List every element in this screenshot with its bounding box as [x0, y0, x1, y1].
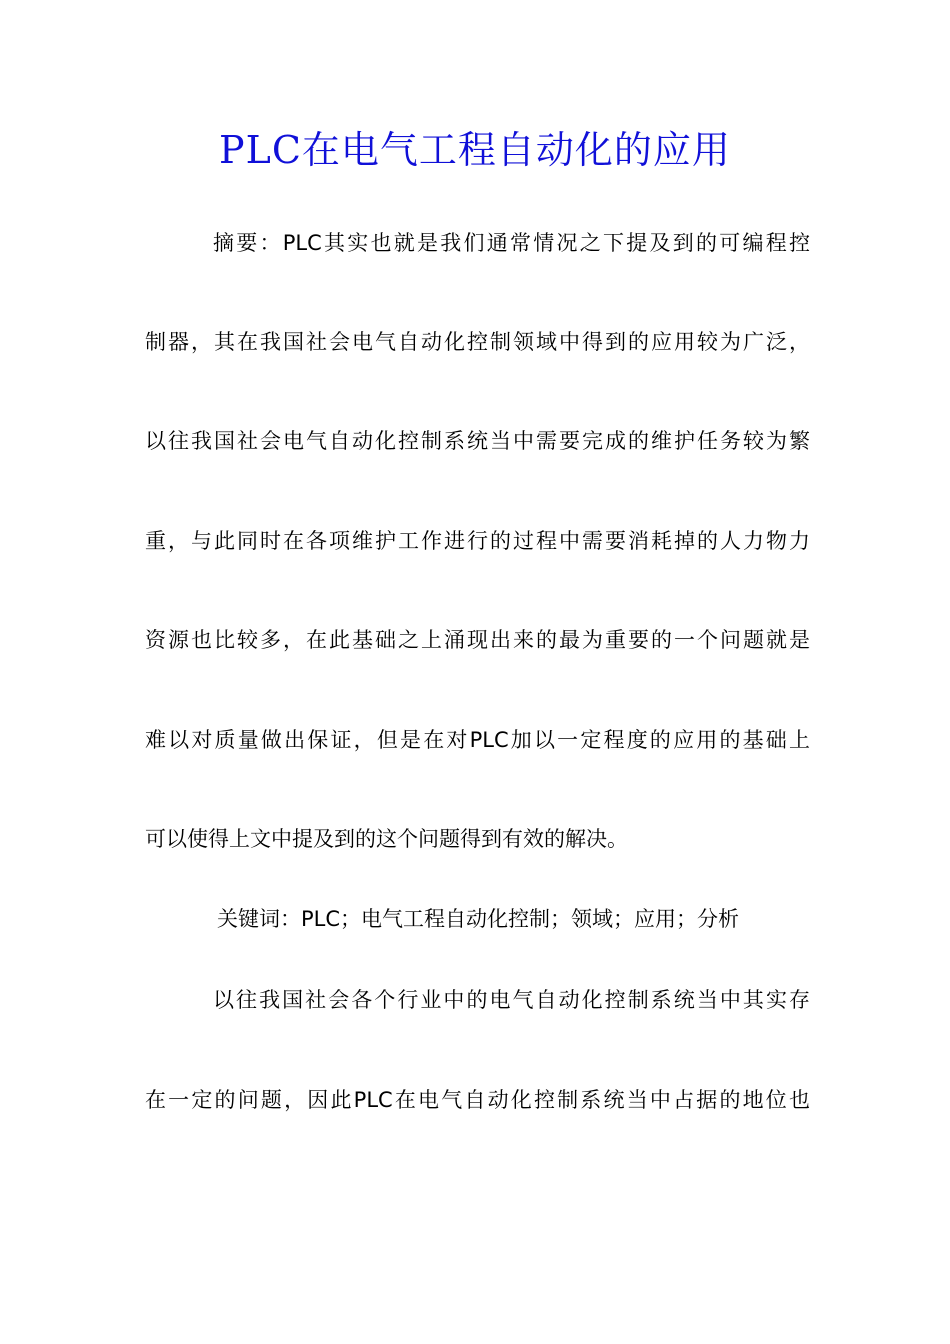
abstract-line-3: 以往我国社会电气自动化控制系统当中需要完成的维护任务较为繁 — [145, 429, 810, 453]
abstract-line-4: 重，与此同时在各项维护工作进行的过程中需要消耗掉的人力物力 — [145, 529, 810, 553]
abstract-line-1: 摘要：PLC其实也就是我们通常情况之下提及到的可编程控 — [213, 231, 810, 255]
abstract-line-6: 难以对质量做出保证，但是在对PLC加以一定程度的应用的基础上 — [145, 728, 810, 752]
abstract-line-5: 资源也比较多，在此基础之上涌现出来的最为重要的一个问题就是 — [145, 628, 810, 652]
body-line-1: 以往我国社会各个行业中的电气自动化控制系统当中其实存 — [213, 988, 810, 1012]
abstract-line-2: 制器，其在我国社会电气自动化控制领域中得到的应用较为广泛， — [145, 330, 810, 354]
abstract-line-7: 可以使得上文中提及到的这个问题得到有效的解决。 — [145, 827, 628, 851]
body-line-2: 在一定的问题，因此PLC在电气自动化控制系统当中占据的地位也 — [145, 1088, 810, 1112]
keywords-line: 关键词：PLC；电气工程自动化控制；领域；应用；分析 — [217, 907, 740, 931]
document-title: PLC在电气工程自动化的应用 — [219, 128, 731, 172]
